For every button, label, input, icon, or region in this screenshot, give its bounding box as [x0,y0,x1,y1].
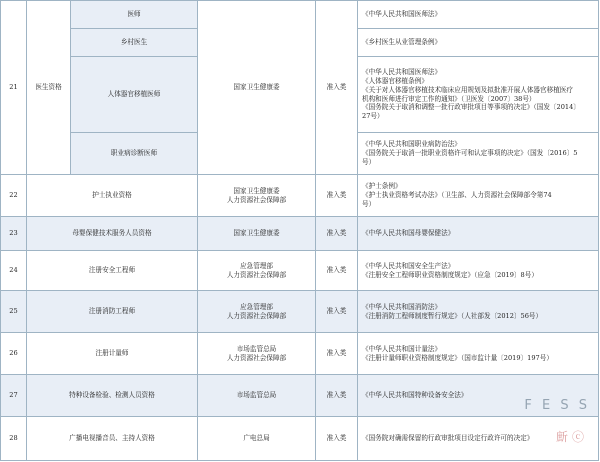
sub-qualification: 人体器官移植医师 [71,57,198,133]
basis-line: 《国务院关于取消和调整一批行政审批项目等事项的决定》（国发〔2014〕 [362,103,580,112]
basis-line: 《中华人民共和国母婴保健法》 [362,229,455,238]
table-row [1,217,599,251]
department-line: 人力资源社会保障部 [226,311,287,320]
row-number: 22 [1,175,27,217]
basis-line: 《注册消防工程师制度暂行规定》（人社部发〔2012〕56号） [362,311,543,320]
row-number: 23 [1,217,27,251]
legal-basis [358,1,599,29]
qualification-type: 准入类 [316,175,358,217]
basis-line: 《中华人民共和国安全生产法》 [362,261,455,270]
basis-line: 《国务院对确需保留的行政审批项目设定行政许可的决定》 [362,434,534,443]
basis-line: 《注册计量师职业资格制度规定》（国市监计量〔2019〕197号） [362,353,553,362]
department-line: 应急管理部 [240,261,273,270]
department-line: 市场监管总局 [236,391,277,400]
department [198,333,316,375]
basis-line: 27号） [362,112,384,121]
row-number: 28 [1,417,27,461]
department-line: 广电总局 [243,434,270,443]
department-line: 人力资源社会保障部 [226,270,287,279]
department [198,217,316,251]
basis-line: 《护士执业资格考试办法》（卫生部、人力资源社会保障部令第74 [362,191,552,200]
legal-basis [358,333,599,375]
legal-basis [358,175,599,217]
department-line: 人力资源社会保障部 [226,195,287,204]
watermark-logo: 㫂 ⓒ [556,430,584,444]
qualification-name: 注册计量师 [27,333,198,375]
legal-basis [358,217,599,251]
legal-basis [358,57,599,133]
qualification-type: 准入类 [316,417,358,461]
department-line: 国家卫生健康委 [233,229,280,238]
legal-basis [358,29,599,57]
basis-line: 《中华人民共和国医师法》 [362,67,442,76]
qualification-type: 准入类 [316,333,358,375]
basis-line: 《中华人民共和国计量法》 [362,344,442,353]
basis-line: 《中华人民共和国职业病防治法》 [362,140,461,149]
row-number: 24 [1,251,27,291]
department [198,417,316,461]
basis-line: 《中华人民共和国消防法》 [362,302,442,311]
department: 国家卫生健康委 [198,1,316,175]
row-number: 25 [1,291,27,333]
department [198,291,316,333]
department [198,175,316,217]
qualification-name: 注册消防工程师 [27,291,198,333]
table-row [1,417,599,461]
basis-line: 号） [362,157,376,166]
qualification-type: 准入类 [316,251,358,291]
row-number: 21 [1,1,27,175]
qualification-type: 准入类 [316,291,358,333]
row-number: 26 [1,333,27,375]
table-row [1,291,599,333]
basis-line: 《乡村医生从业管理条例》 [362,38,442,47]
department-line: 市场监管总局 [236,344,277,353]
basis-line: 《中华人民共和国特种设备安全法》 [362,391,468,400]
qualification-name: 广播电视播音员、主持人资格 [27,417,198,461]
qualification-name: 医生资格 [27,1,71,175]
basis-line: 机构和医师进行审定工作的通知》（卫医发〔2007〕38号） [362,94,536,103]
department-line: 应急管理部 [240,302,273,311]
qualification-name: 注册安全工程师 [27,251,198,291]
qualification-name: 特种设备检验、检测人员资格 [27,375,198,417]
row-number: 27 [1,375,27,417]
sub-qualification: 乡村医生 [71,29,198,57]
department [198,251,316,291]
table-row [1,251,599,291]
qualification-name: 护士执业资格 [27,175,198,217]
qualification-type: 准入类 [316,375,358,417]
table-row [1,333,599,375]
sub-qualification: 职业病诊断医师 [71,133,198,175]
legal-basis [358,251,599,291]
department-line: 国家卫生健康委 [233,186,280,195]
sub-qualification: 医师 [71,1,198,29]
qualification-type: 准入类 [316,217,358,251]
basis-line: 《关于对人体器官移植技术临床应用规划及拟批准开展人体器官移植医疗 [362,85,573,94]
basis-line: 号） [362,199,376,208]
department [198,375,316,417]
qualification-name: 母婴保健技术服务人员资格 [27,217,198,251]
table-row [1,175,599,217]
legal-basis [358,291,599,333]
department-line: 人力资源社会保障部 [226,353,287,362]
basis-line: 《人体器官移植条例》 [362,76,428,85]
basis-line: 《中华人民共和国医师法》 [362,10,442,19]
watermark: F E S S [524,398,590,413]
basis-line: 《国务院关于取消一批职业资格许可和认定事项的决定》（国发〔2016〕5 [362,149,578,158]
table-row [1,375,599,417]
basis-line: 《护士条例》 [362,182,402,191]
basis-line: 《注册安全工程师职业资格制度规定》（应急〔2019〕8号） [362,270,538,279]
table-row [1,1,599,29]
legal-basis [358,133,599,175]
qualification-type: 准入类 [316,1,358,175]
